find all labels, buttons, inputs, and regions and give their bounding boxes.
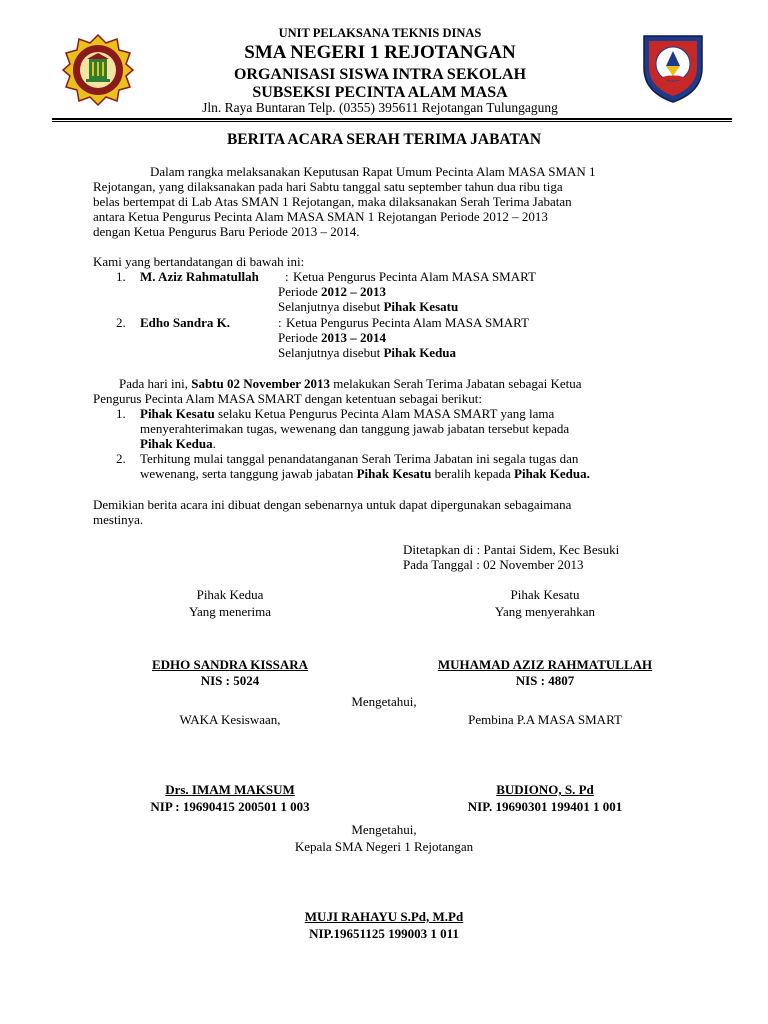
right-party-name: MUHAMAD AZIZ RAHMATULLAH [437,657,653,672]
p1-line2: Rejotangan, yang dilaksanakan pada hari Sabtu tanggal satu september tahun dua ribu tiga [93,179,563,194]
term2-party2: Pihak Kedua. [514,466,590,481]
left-party-role: Pihak Kedua [196,587,264,602]
left-party-sub: Yang menerima [188,604,272,619]
right-party-role: Pihak Kesatu [510,587,580,602]
person1-periode-value: 2012 – 2013 [320,284,386,299]
waka-name: Drs. IMAM MAKSUM [165,782,295,797]
term2-mid: beralih kepada [434,466,511,481]
p1-line1: Dalam rangka melaksanakan Keputusan Rapat Umum Pecinta Alam MASA SMAN 1 [150,164,596,179]
term2-text2: wewenang, serta tanggung jawab jabatan [140,466,354,481]
header-subsection: SUBSEKSI PECINTA ALAM MASA [252,84,508,101]
person1-separator: : [285,269,289,284]
person1-alias-label: Selanjutnya disebut [278,299,381,314]
term1-line1 [140,406,554,422]
head-nip: NIP.19651125 199003 1 011 [309,926,459,941]
school-crest-icon [62,34,134,106]
term2-line2 [140,466,590,482]
waka-nip: NIP : 19690415 200501 1 003 [150,799,310,814]
person2-periode [278,330,386,346]
date-line: Pada Tanggal : 02 November 2013 [403,557,584,572]
term1-party: Pihak Kesatu [140,406,215,421]
p1-line5: dengan Ketua Pengurus Baru Periode 2013 – 2014. [93,224,360,239]
p1-line4: antara Ketua Pengurus Pecinta Alam MASA SMAN 1 Rejotangan Periode 2012 – 2013 [93,209,548,224]
person2-alias-label: Selanjutnya disebut [278,345,381,360]
header-organization: ORGANISASI SISWA INTRA SEKOLAH [233,66,527,83]
person1-alias-line [278,299,458,315]
place-line: Ditetapkan di : Pantai Sidem, Kec Besuki [403,542,620,557]
knowing-label-2: Mengetahui, [351,822,417,837]
person2-name: Edho Sandra K. [140,315,230,330]
p2-line1 [119,376,582,392]
knowing-label-1: Mengetahui, [351,694,417,709]
pembina-role: Pembina P.A MASA SMART [468,712,622,727]
person2-alias-line [278,345,456,361]
person1-periode [278,284,386,300]
left-party-name: EDHO SANDRA KISSARA [151,657,309,672]
person1-alias: Pihak Kesatu [383,299,459,314]
term1-party2: Pihak Kedua [140,436,213,451]
p2-rest: melakukan Serah Terima Jabatan sebagai Ketua [333,376,582,391]
person1-name: M. Aziz Rahmatullah [140,269,259,284]
signed-intro: Kami yang bertandatangan di bawah ini: [93,254,305,269]
p2-line2: Pengurus Pecinta Alam MASA SMART dengan ketentuan sebagai berikut: [93,391,482,406]
term2-number: 2. [116,451,126,466]
p1-line3: belas bertempat di Lab Atas SMAN 1 Rejotangan, maka dilaksanakan Serah Terima Jabatan [93,194,572,209]
header-address: Jln. Raya Buntaran Telp. (0355) 395611 Rejotangan Tulungagung [202,100,558,115]
term1-number: 1. [116,406,126,421]
term1-line3 [140,436,216,452]
waka-role: WAKA Kesiswaan, [179,712,281,727]
pembina-name: BUDIONO, S. Pd [496,782,594,797]
p2-intro: Pada hari ini, [119,376,188,391]
person1-periode-label: Periode [278,284,318,299]
term1-end: . [212,436,216,451]
p2-date: Sabtu 02 November 2013 [191,376,331,391]
person2-number: 2. [116,315,126,330]
club-shield-icon [640,32,706,104]
right-party-sub: Yang menyerahkan [494,604,596,619]
left-party-id: NIS : 5024 [200,673,260,688]
header-divider-thin [52,121,732,122]
header-school: SMA NEGERI 1 REJOTANGAN [244,42,516,63]
term1-line2: menyerahterimakan tugas, wewenang dan tanggung jawab jabatan tersebut kepada [140,421,570,436]
head-name: MUJI RAHAYU S.Pd, M.Pd [304,909,464,924]
header-unit: UNIT PELAKSANA TEKNIS DINAS [278,26,482,40]
closing-line1: Demikian berita acara ini dibuat dengan sebenarnya untuk dapat dipergunakan sebagaimana [93,497,572,512]
right-party-id: NIS : 4807 [515,673,575,688]
person1-number: 1. [116,269,126,284]
pembina-nip: NIP. 19690301 199401 1 001 [467,799,623,814]
closing-line2: mestinya. [93,512,144,527]
header-divider-thick [52,118,732,120]
term1-text1: selaku Ketua Pengurus Pecinta Alam MASA SMART yang lama [218,406,555,421]
term2-party1: Pihak Kesatu [356,466,432,481]
term2-line1: Terhitung mulai tanggal penandatanganan Serah Terima Jabatan ini segala tugas dan [140,451,579,466]
person2-periode-value: 2013 – 2014 [320,330,386,345]
person2-alias: Pihak Kedua [383,345,457,360]
document-title: BERITA ACARA SERAH TERIMA JABATAN [226,131,542,148]
person2-periode-label: Periode [278,330,318,345]
person2-separator: : [278,315,282,330]
head-role: Kepala SMA Negeri 1 Rejotangan [294,839,474,854]
person2-role: Ketua Pengurus Pecinta Alam MASA SMART [286,315,529,330]
person1-role: Ketua Pengurus Pecinta Alam MASA SMART [293,269,536,284]
